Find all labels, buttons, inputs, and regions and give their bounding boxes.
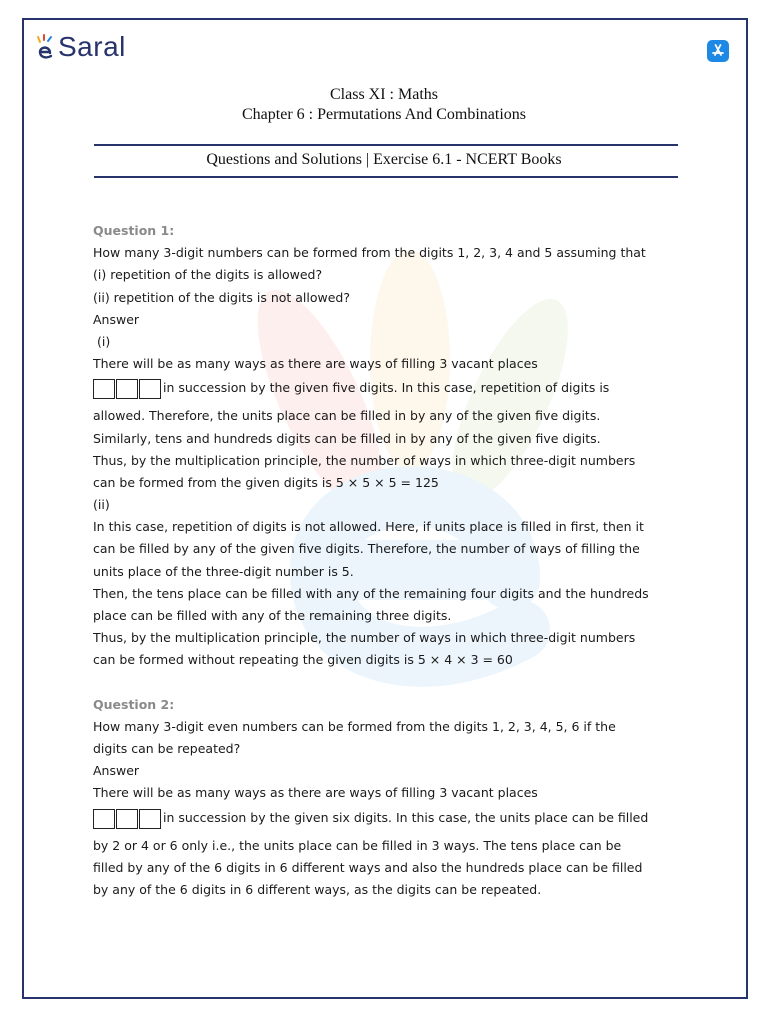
q2-box-line — [93, 805, 683, 835]
vacant-box — [116, 379, 138, 399]
header-rule-bottom — [94, 176, 678, 178]
q1-line: can be formed without repeating the given digits is 5 × 4 × 3 = 60 — [93, 652, 513, 668]
vacant-box — [139, 809, 161, 829]
exercise-subtitle: Questions and Solutions | Exercise 6.1 - NCERT Books — [206, 151, 562, 168]
q1-line: can be formed from the given digits is 5 × 5 × 5 = 125 — [93, 474, 439, 490]
q1-line: Then, the tens place can be filled with any of the remaining four digits and the hundreds — [93, 585, 649, 601]
vacant-box — [116, 809, 138, 829]
q1-line: (ii) — [93, 497, 110, 513]
q2-line: There will be as many ways as there are ways of filling 3 vacant places — [93, 785, 538, 801]
q1-line: How many 3-digit numbers can be formed from the digits 1, 2, 3, 4 and 5 assuming that — [93, 245, 646, 261]
q1-line: In this case, repetition of digits is not allowed. Here, if units place is filled in first, then it — [93, 519, 644, 535]
q1-line: place can be filled with any of the remaining three digits. — [93, 608, 452, 623]
q1-line: Thus, by the multiplication principle, the number of ways in which three-digit numbers — [93, 452, 636, 468]
q1-line: allowed. Therefore, the units place can be filled in by any of the given five digits. — [93, 408, 601, 424]
q1-box-line-text: in succession by the given five digits. In this case, repetition of digits is — [163, 380, 610, 396]
q1-box-line — [93, 375, 683, 405]
header-rule-top — [94, 144, 678, 146]
q1-line: (ii) repetition of the digits is not allowed? — [93, 289, 350, 305]
esaral-logo[interactable] — [36, 30, 126, 64]
logo-text: Saral — [58, 31, 126, 62]
content — [93, 220, 683, 901]
q1-line: units place of the three-digit number is 5. — [93, 563, 354, 579]
q2-line: by any of the 6 digits in 6 different ways, as the digits can be repeated. — [93, 881, 542, 897]
q1-line: Thus, by the multiplication principle, the number of ways in which three-digit numbers — [93, 630, 636, 646]
q1-answer-label: Answer — [93, 311, 140, 327]
q1-line: There will be as many ways as there are ways of filling 3 vacant places — [93, 356, 538, 372]
q2-line: filled by any of the 6 digits in 6 different ways and also the hundreds place can be filled — [93, 859, 643, 875]
vacant-box — [139, 379, 161, 399]
vacant-places-boxes — [93, 809, 162, 829]
q1-line: Similarly, tens and hundreds digits can be filled in by any of the given five digits. — [93, 430, 601, 446]
q1-line: (i) — [93, 333, 111, 349]
app-store-icon[interactable] — [707, 40, 729, 62]
q2-line: by 2 or 4 or 6 only i.e., the units place can be filled in 3 ways. The tens place can be — [93, 837, 622, 853]
question-1-label: Question 1: — [93, 223, 175, 238]
vacant-box — [93, 379, 115, 399]
q2-line: digits can be repeated? — [93, 740, 241, 756]
chapter-title: Chapter 6 : Permutations And Combinations — [242, 106, 526, 123]
q2-box-line-text: in succession by the given six digits. In this case, the units place can be filled — [163, 809, 649, 825]
vacant-places-boxes — [93, 379, 162, 399]
esaral-logo-icon — [36, 32, 58, 62]
q2-answer-label: Answer — [93, 763, 140, 779]
class-title: Class XI : Maths — [330, 86, 438, 103]
q2-line: How many 3-digit even numbers can be formed from the digits 1, 2, 3, 4, 5, 6 if the — [93, 718, 616, 734]
section-gap — [93, 672, 683, 694]
vacant-box — [93, 809, 115, 829]
q1-line: can be filled by any of the given five digits. Therefore, the number of ways of filling the — [93, 541, 640, 557]
q1-line: (i) repetition of the digits is allowed? — [93, 267, 323, 283]
question-2-label: Question 2: — [93, 696, 175, 712]
